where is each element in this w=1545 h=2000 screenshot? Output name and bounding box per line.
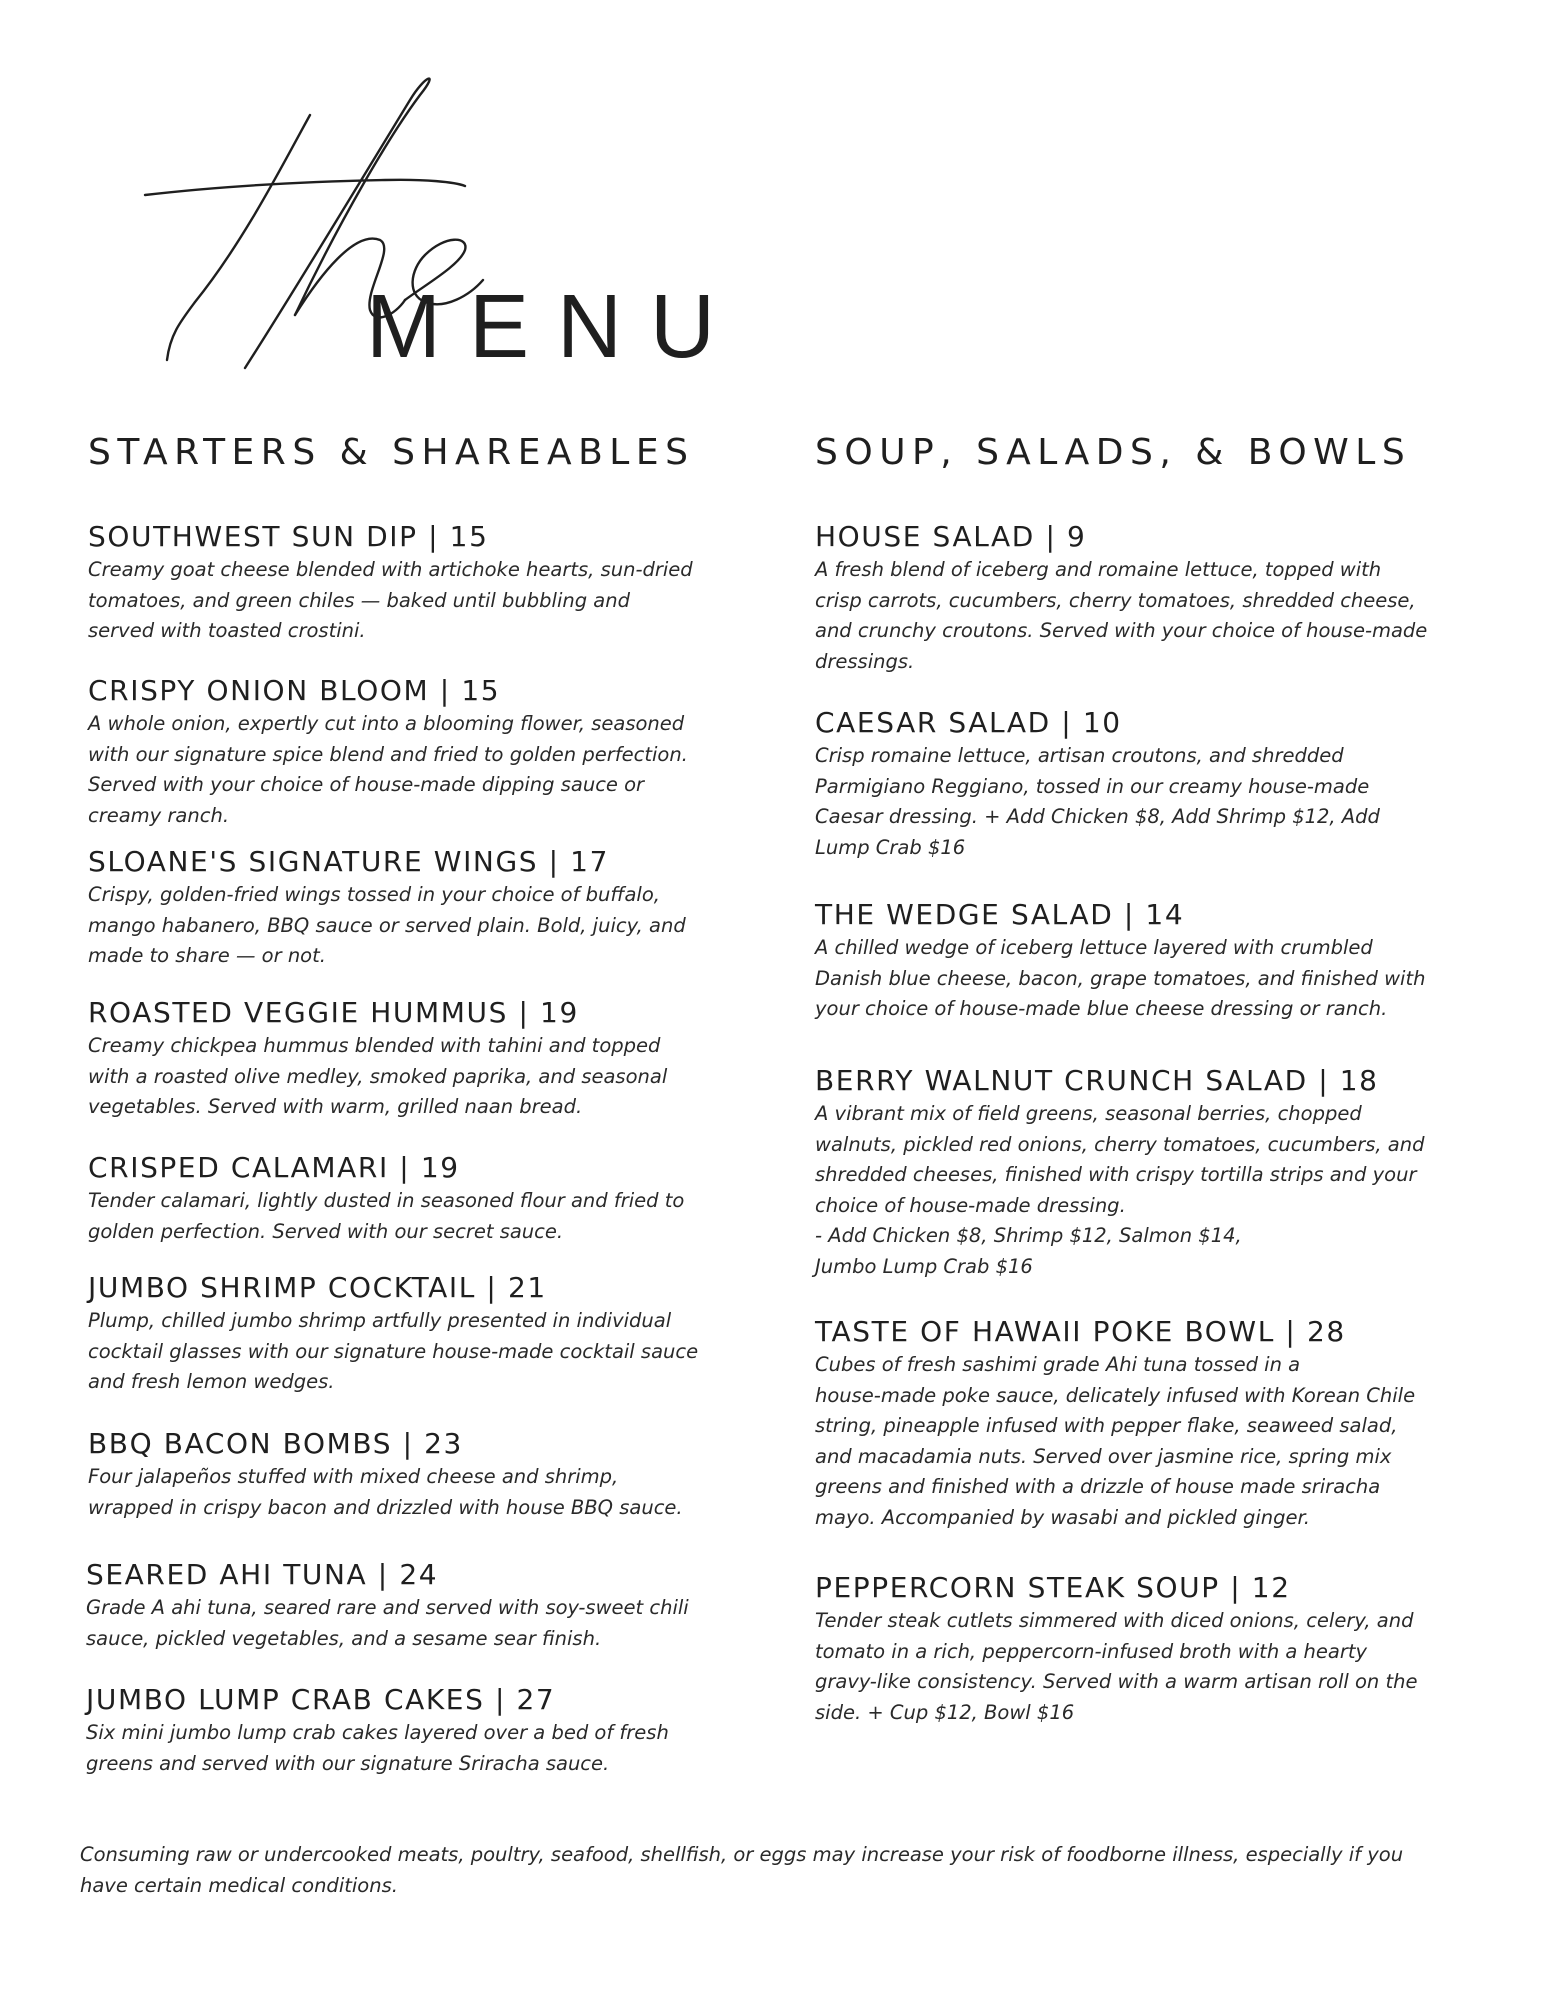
menu-item-title: JUMBO SHRIMP COCKTAIL | 21 <box>88 1271 547 1304</box>
menu-item-description: Plump, chilled jumbo shrimp artfully presented in individual cocktail glasses with our signature house-made cocktail sauce and fresh lemon wedges. <box>88 1309 699 1393</box>
menu-item-description: Six mini jumbo lump crab cakes layered over a bed of fresh greens and served with our signature Sriracha sauce. <box>86 1721 669 1775</box>
menu-item-title: SEARED AHI TUNA | 24 <box>86 1558 439 1591</box>
menu-item <box>815 1314 1455 1533</box>
menu-item-title: ROASTED VEGGIE HUMMUS | 19 <box>88 996 579 1029</box>
menu-item <box>815 1063 1455 1282</box>
menu-item <box>88 519 728 647</box>
menu-item <box>88 1426 728 1523</box>
starters-heading: STARTERS & SHAREABLES <box>88 432 695 473</box>
menu-item <box>88 844 728 972</box>
menu-item <box>86 1682 726 1779</box>
menu-item <box>88 673 728 831</box>
menu-item-title: THE WEDGE SALAD | 14 <box>815 898 1185 931</box>
menu-item-description: Creamy chickpea hummus blended with tahini and topped with a roasted olive medley, smoked paprika, and seasonal vegetables. Served with warm, grilled naan bread. <box>88 1034 668 1118</box>
menu-item-description: Cubes of fresh sashimi grade Ahi tuna tossed in a house-made poke sauce, delicately infused with Korean Chile string, pineapple infused with pepper flake, seaweed salad, and macadamia nuts. Served over jasmine rice, spring mix greens and finished with a drizzle of house made sriracha mayo. Accompanied by wasabi and pickled ginger. <box>815 1353 1416 1529</box>
menu-item-title: PEPPERCORN STEAK SOUP | 12 <box>815 1571 1291 1604</box>
menu-item-description: A fresh blend of iceberg and romaine lettuce, topped with crisp carrots, cucumbers, cherry tomatoes, shredded cheese, and crunchy croutons. Served with your choice of house-made dressings. <box>815 558 1428 673</box>
menu-item-title: HOUSE SALAD | 9 <box>815 520 1087 553</box>
menu-item-title: SLOANE'S SIGNATURE WINGS | 17 <box>88 845 610 878</box>
menu-item-title: JUMBO LUMP CRAB CAKES | 27 <box>86 1683 556 1716</box>
menu-item-title: SOUTHWEST SUN DIP | 15 <box>88 520 489 553</box>
menu-item-description: Crisp romaine lettuce, artisan croutons, and shredded Parmigiano Reggiano, tossed in our creamy house-made Caesar dressing. + Add Chicken $8, Add Shrimp $12, Add Lump Crab $16 <box>815 744 1380 859</box>
menu-item <box>815 1570 1455 1728</box>
menu-item-description: A chilled wedge of iceberg lettuce layered with crumbled Danish blue cheese, bacon, grape tomatoes, and finished with your choice of house-made blue cheese dressing or ranch. <box>815 936 1426 1020</box>
menu-item-description: Crispy, golden-fried wings tossed in your choice of buffalo, mango habanero, BBQ sauce or served plain. Bold, juicy, and made to share — or not. <box>88 883 686 967</box>
menu-item-description: Tender calamari, lightly dusted in seasoned flour and fried to golden perfection. Served with our secret sauce. <box>88 1189 685 1243</box>
menu-item-title: TASTE OF HAWAII POKE BOWL | 28 <box>815 1315 1346 1348</box>
menu-item-description: Creamy goat cheese blended with artichoke hearts, sun-dried tomatoes, and green chiles — baked until bubbling and served with toasted crostini. <box>88 558 693 642</box>
menu-item-title: BERRY WALNUT CRUNCH SALAD | 18 <box>815 1064 1379 1097</box>
menu-item-title: BBQ BACON BOMBS | 23 <box>88 1427 463 1460</box>
menu-item <box>88 1270 728 1398</box>
menu-item <box>86 1557 726 1654</box>
menu-item-description: Four jalapeños stuffed with mixed cheese and shrimp, wrapped in crispy bacon and drizzled with house BBQ sauce. <box>88 1465 683 1519</box>
menu-title: MENU <box>366 277 743 377</box>
menu-item-title: CRISPY ONION BLOOM | 15 <box>88 674 501 707</box>
menu-item-description: A whole onion, expertly cut into a blooming flower, seasoned with our signature spice blend and fried to golden perfection. Served with your choice of house-made dipping sauce or creamy ranch. <box>88 712 688 827</box>
menu-item <box>88 995 728 1123</box>
menu-item-title: CRISPED CALAMARI | 19 <box>88 1151 460 1184</box>
food-safety-disclaimer: Consuming raw or undercooked meats, poultry, seafood, shellfish, or eggs may increase your risk of foodborne illness, especially if you have certain medical conditions. <box>80 1843 1404 1897</box>
soups-salads-heading: SOUP, SALADS, & BOWLS <box>815 432 1412 473</box>
menu-item-description: Tender steak cutlets simmered with diced onions, celery, and tomato in a rich, peppercorn-infused broth with a hearty gravy-like consistency. Served with a warm artisan roll on the side. + Cup $12, Bowl $16 <box>815 1609 1418 1724</box>
menu-item-title: CAESAR SALAD | 10 <box>815 706 1122 739</box>
menu-item-description: A vibrant mix of field greens, seasonal berries, chopped walnuts, pickled red onions, cherry tomatoes, cucumbers, and shredded cheeses, finished with crispy tortilla strips and your choice of house-made dressing. - Add Chicken $8, Shrimp $12, Salmon $14, Jumbo Lump Crab $16 <box>815 1102 1425 1278</box>
menu-item-description: Grade A ahi tuna, seared rare and served with soy-sweet chili sauce, pickled vegetables, and a sesame sear finish. <box>86 1596 689 1650</box>
menu-item <box>815 519 1455 677</box>
menu-item <box>815 897 1455 1025</box>
menu-item <box>88 1150 728 1247</box>
menu-item <box>815 705 1455 863</box>
